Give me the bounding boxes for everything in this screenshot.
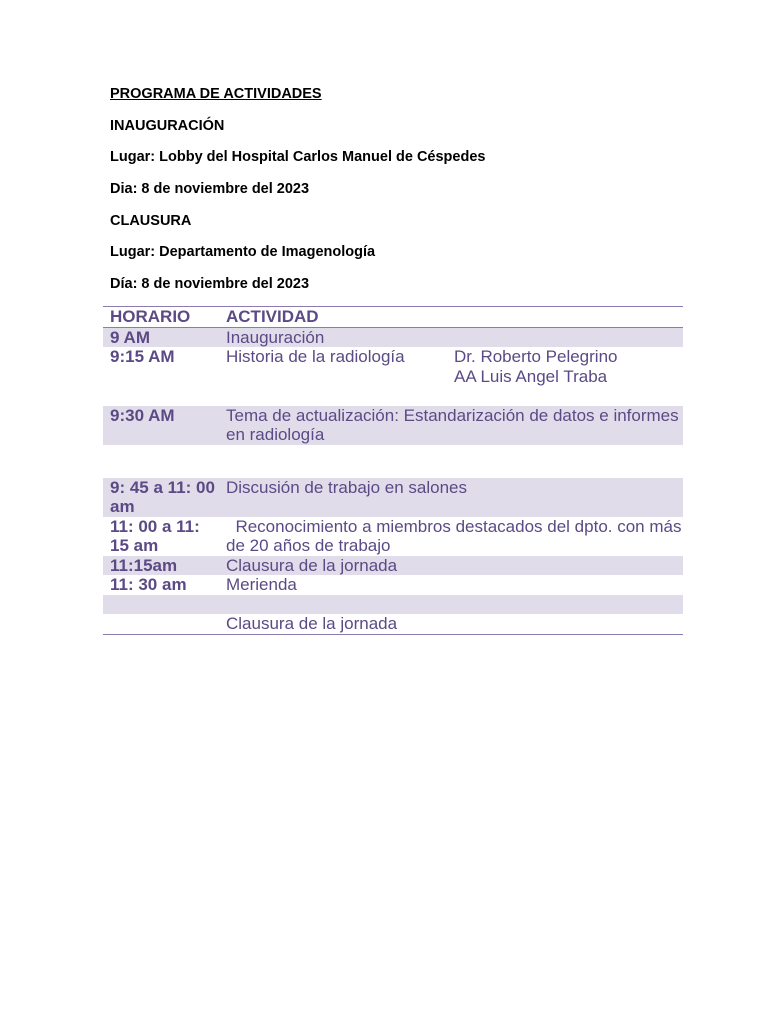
row-time bbox=[103, 614, 219, 634]
header-time: HORARIO bbox=[103, 307, 219, 328]
table-row bbox=[103, 575, 683, 595]
table-row bbox=[103, 517, 683, 556]
table-row bbox=[103, 327, 683, 347]
row-time: 11: 00 a 11: 15 am bbox=[110, 516, 200, 555]
row-speakers bbox=[448, 347, 683, 386]
closing-label: CLAUSURA bbox=[110, 212, 192, 229]
table-row bbox=[103, 347, 683, 386]
table-row bbox=[103, 406, 683, 445]
row-activity: Discusión de trabajo en salones bbox=[219, 478, 683, 517]
table-row-empty bbox=[103, 595, 683, 615]
row-time: 11:15am bbox=[103, 556, 219, 576]
row-activity: Reconocimiento a miembros destacados del dpto. con más de 20 años de trabajo bbox=[226, 516, 687, 555]
empty-cell bbox=[103, 465, 683, 478]
table-row-empty bbox=[103, 465, 683, 478]
schedule-table bbox=[103, 306, 687, 635]
program-title bbox=[110, 84, 690, 116]
program-title-text: PROGRAMA DE ACTIVIDADES bbox=[110, 86, 322, 102]
closing-date: Día: 8 de noviembre del 2023 bbox=[110, 276, 310, 293]
row-time: 9:30 AM bbox=[103, 406, 219, 445]
table-row bbox=[103, 556, 683, 576]
closing-place: Lugar: Departamento de Imagenología bbox=[110, 244, 376, 261]
row-time: 9: 45 a 11: 00 am bbox=[103, 478, 219, 517]
table-header-row bbox=[103, 307, 683, 328]
opening-date: Dia: 8 de noviembre del 2023 bbox=[110, 181, 310, 198]
row-activity: Historia de la radiología bbox=[226, 347, 405, 366]
empty-cell bbox=[103, 445, 683, 465]
program-header bbox=[110, 84, 690, 306]
empty-cell bbox=[103, 595, 683, 615]
table-row bbox=[103, 614, 683, 634]
row-activity bbox=[219, 406, 683, 445]
row-activity: Clausura de la jornada bbox=[219, 556, 683, 576]
table-row bbox=[103, 478, 683, 517]
empty-cell bbox=[103, 386, 683, 406]
row-time: 11: 30 am bbox=[110, 575, 187, 594]
speaker-1: Dr. Roberto Pelegrino bbox=[454, 347, 618, 366]
row-activity: Clausura de la jornada bbox=[219, 614, 683, 634]
row-time: 9:15 AM bbox=[110, 347, 175, 366]
opening-place: Lugar: Lobby del Hospital Carlos Manuel de Céspedes bbox=[110, 149, 486, 166]
row-activity: Merienda bbox=[226, 575, 297, 594]
table-row-empty bbox=[103, 386, 683, 406]
row-activity-text: Tema de actualización: Estandarización de datos e informes en radiología bbox=[226, 405, 679, 444]
header-activity: ACTIVIDAD bbox=[219, 307, 683, 328]
opening-label: INAUGURACIÓN bbox=[110, 117, 225, 134]
table-row-empty bbox=[103, 445, 683, 465]
row-time: 9 AM bbox=[103, 327, 219, 347]
speaker-2: AA Luis Angel Traba bbox=[454, 366, 608, 386]
row-activity: Inauguración bbox=[219, 327, 683, 347]
